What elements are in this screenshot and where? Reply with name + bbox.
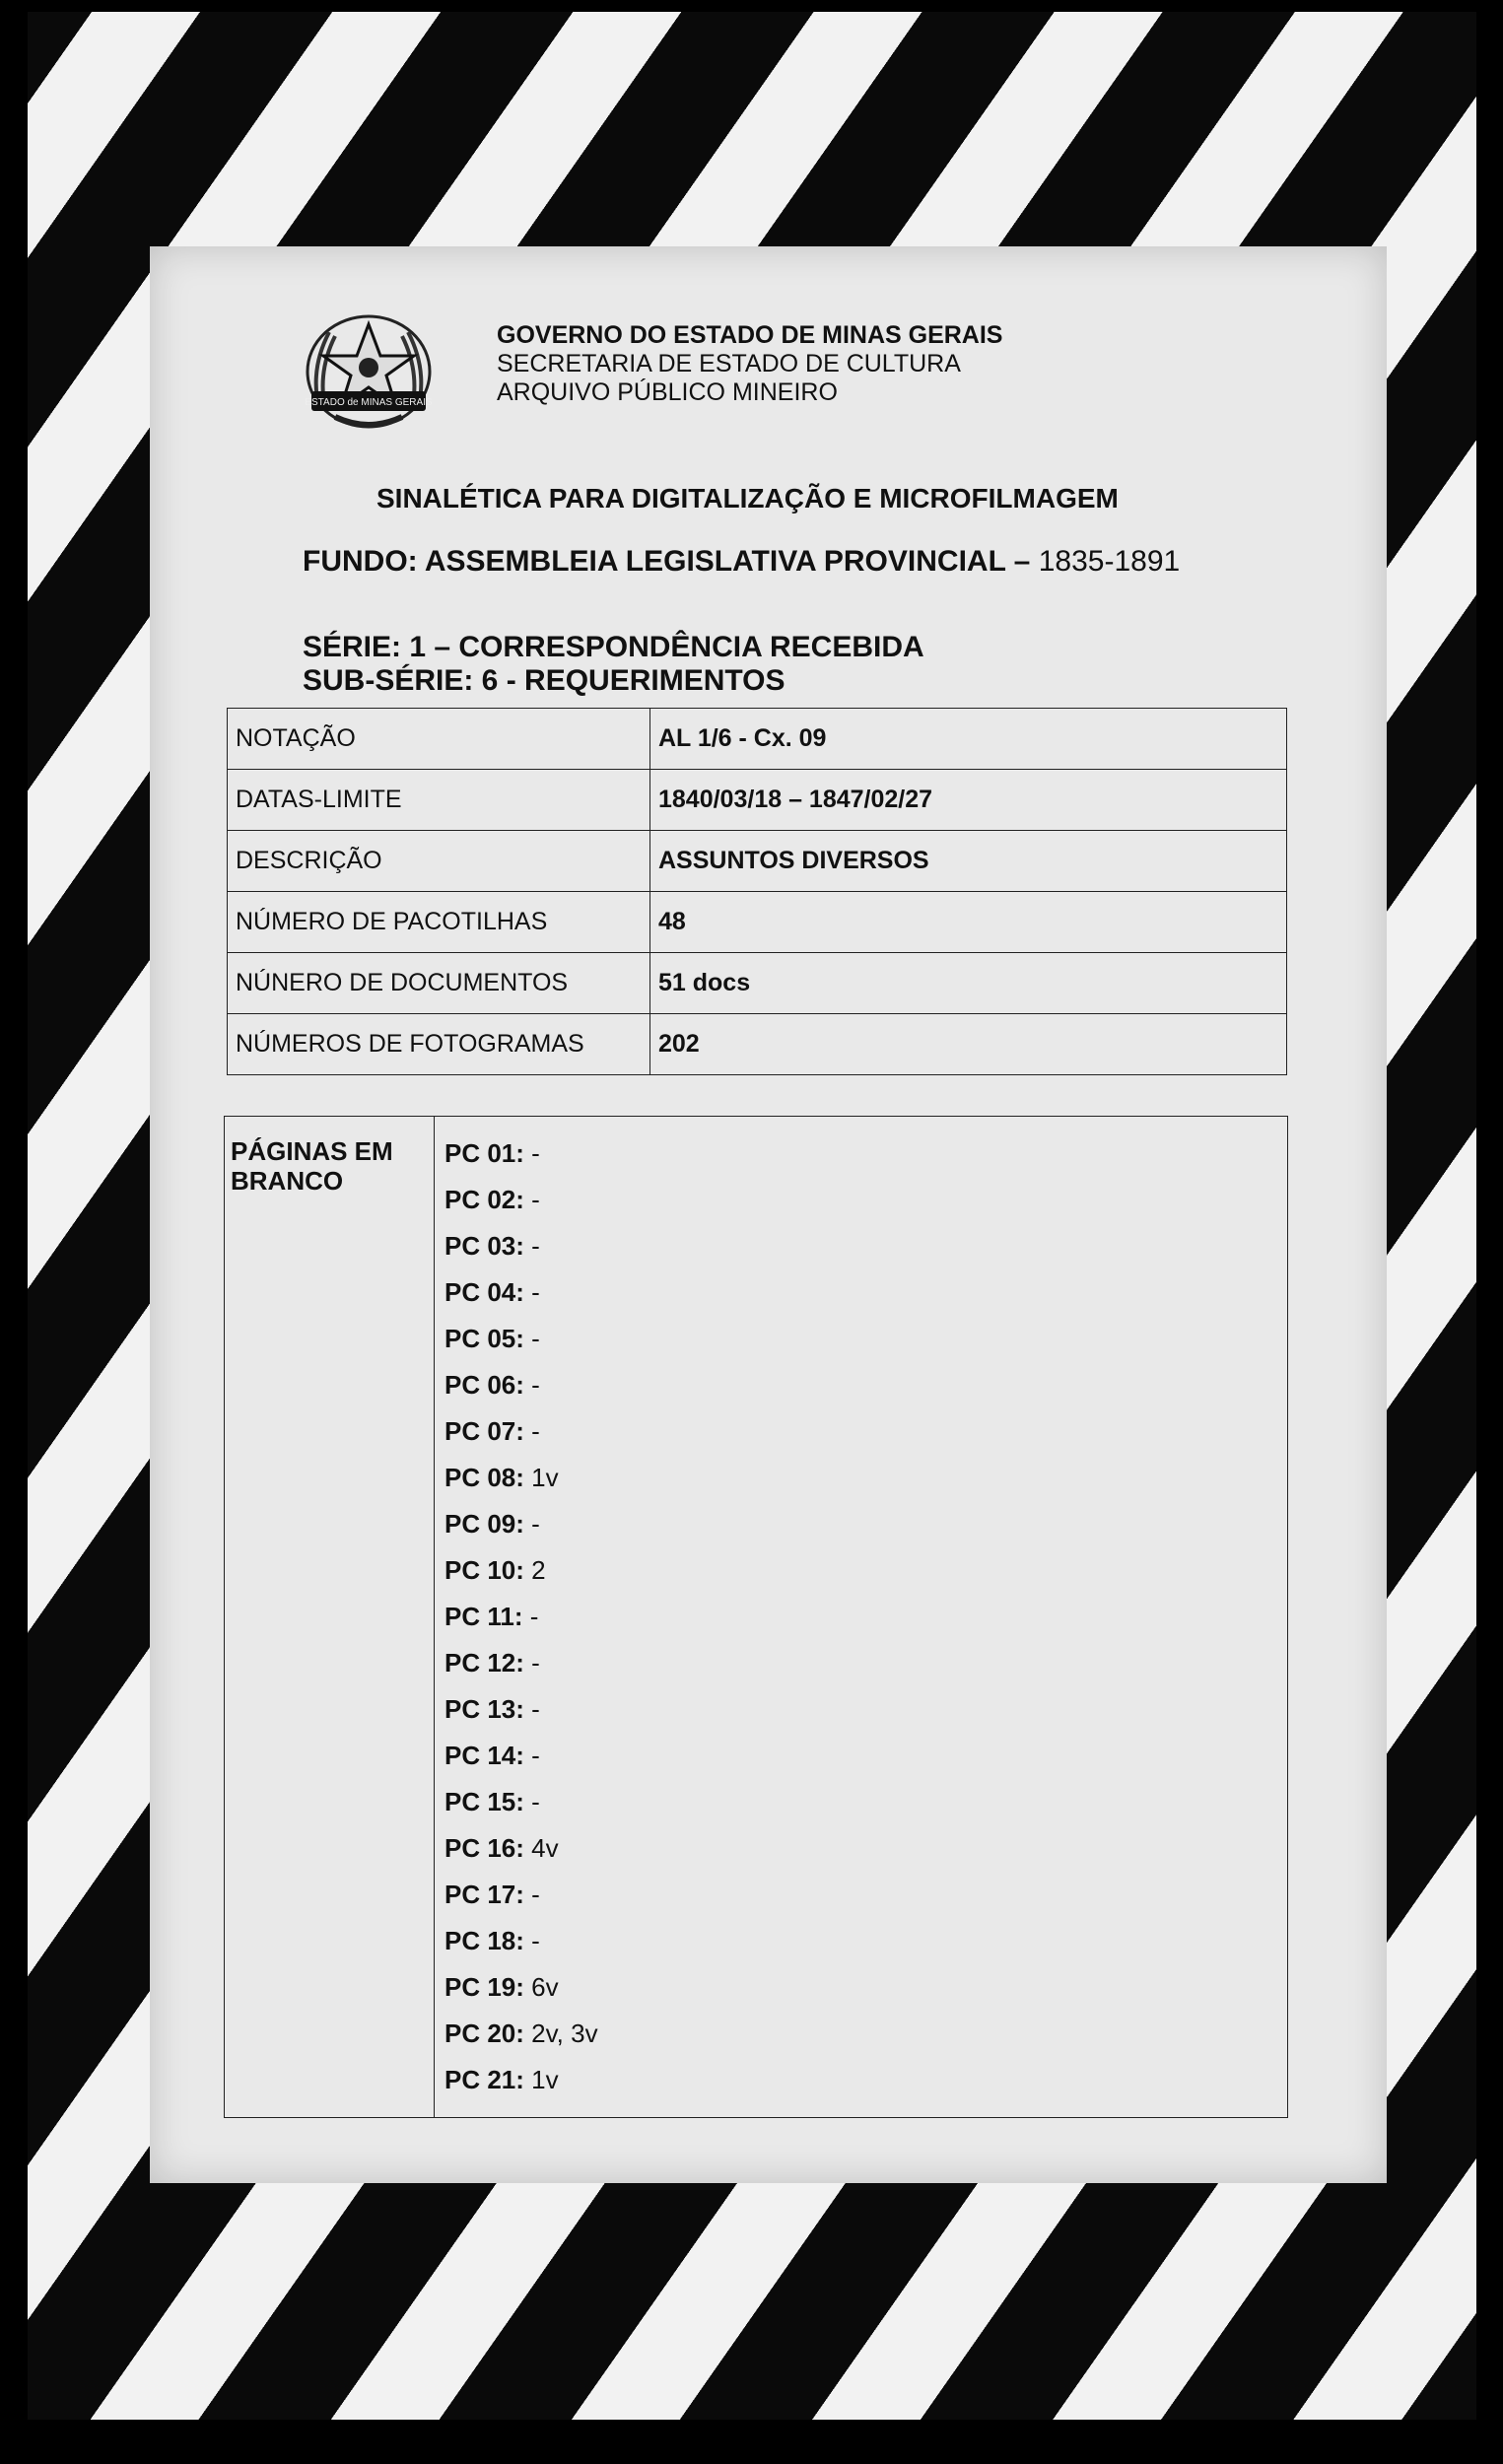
info-row	[228, 953, 1287, 1014]
blank-page-item	[444, 1733, 1277, 1779]
info-row	[228, 892, 1287, 953]
info-value: 1840/03/18 – 1847/02/27	[650, 770, 1287, 831]
document-title: SINALÉTICA PARA DIGITALIZAÇÃO E MICROFILMAGEM	[376, 483, 1119, 513]
institution-header	[497, 321, 1002, 407]
blank-page-item	[444, 1362, 1277, 1408]
state-coat-of-arms-seal	[296, 310, 442, 439]
subserie-line: SUB-SÉRIE: 6 - REQUERIMENTOS	[303, 664, 786, 697]
pc-key: PC 08:	[444, 1463, 524, 1492]
pc-value: -	[531, 1138, 540, 1168]
blank-page-item	[444, 1177, 1277, 1223]
blank-page-item	[444, 1872, 1277, 1918]
pc-key: PC 12:	[444, 1648, 524, 1677]
pc-value: 2	[531, 1555, 546, 1585]
document-sheet	[150, 246, 1387, 2183]
info-value: AL 1/6 - Cx. 09	[650, 709, 1287, 770]
header-archive: ARQUIVO PÚBLICO MINEIRO	[497, 378, 838, 406]
pc-value: 4v	[531, 1833, 559, 1863]
info-value: 48	[650, 892, 1287, 953]
pc-value: 1v	[531, 2065, 559, 2094]
pc-key: PC 05:	[444, 1324, 524, 1353]
info-table	[227, 708, 1287, 1075]
blank-page-item	[444, 1501, 1277, 1547]
blank-page-item	[444, 1223, 1277, 1269]
pc-key: PC 09:	[444, 1509, 524, 1539]
header-secretariat: SECRETARIA DE ESTADO DE CULTURA	[497, 350, 961, 377]
blank-page-item	[444, 1686, 1277, 1733]
pc-key: PC 10:	[444, 1555, 524, 1585]
pc-key: PC 11:	[444, 1602, 523, 1631]
pc-value: -	[531, 1277, 540, 1307]
pc-key: PC 16:	[444, 1833, 524, 1863]
blank-page-item	[444, 2057, 1277, 2103]
info-value: 202	[650, 1014, 1287, 1075]
blank-page-item	[444, 1779, 1277, 1825]
pc-key: PC 06:	[444, 1370, 524, 1400]
blank-page-item	[444, 1964, 1277, 2011]
pc-key: PC 19:	[444, 1972, 524, 2002]
pc-key: PC 03:	[444, 1231, 524, 1261]
blank-page-item	[444, 1269, 1277, 1316]
info-row	[228, 709, 1287, 770]
header-government: GOVERNO DO ESTADO DE MINAS GERAIS	[497, 321, 1003, 349]
serie-block	[303, 631, 924, 698]
blank-page-item	[444, 1408, 1277, 1455]
blank-page-item	[444, 1918, 1277, 1964]
blank-page-item	[444, 1130, 1277, 1177]
blank-pages-table	[224, 1116, 1288, 2118]
pc-key: PC 17:	[444, 1880, 524, 1909]
info-label: NÚMERO DE PACOTILHAS	[228, 892, 650, 953]
info-label: DESCRIÇÃO	[228, 831, 650, 892]
pc-key: PC 07:	[444, 1416, 524, 1446]
pc-value: -	[531, 1324, 540, 1353]
blank-page-item	[444, 2011, 1277, 2057]
pc-value: 2v, 3v	[531, 2019, 598, 2048]
pc-key: PC 02:	[444, 1185, 524, 1214]
blank-page-item	[444, 1547, 1277, 1594]
pc-value: -	[531, 1787, 540, 1816]
pc-key: PC 18:	[444, 1926, 524, 1955]
info-label: NÚMEROS DE FOTOGRAMAS	[228, 1014, 650, 1075]
film-frame-right	[1476, 0, 1503, 2464]
pc-key: PC 01:	[444, 1138, 524, 1168]
pc-value: -	[531, 1231, 540, 1261]
info-label: NOTAÇÃO	[228, 709, 650, 770]
info-row	[228, 1014, 1287, 1075]
info-label: NÚNERO DE DOCUMENTOS	[228, 953, 650, 1014]
pc-value: -	[531, 1926, 540, 1955]
info-row	[228, 831, 1287, 892]
info-row	[228, 770, 1287, 831]
film-frame-top	[0, 0, 1503, 12]
pc-value: -	[531, 1416, 540, 1446]
fundo-label: FUNDO: ASSEMBLEIA LEGISLATIVA PROVINCIAL –	[303, 545, 1031, 578]
film-frame-bottom	[0, 2420, 1503, 2464]
pc-value: -	[531, 1509, 540, 1539]
fundo-years: 1835-1891	[1038, 545, 1181, 578]
pc-value: -	[531, 1370, 540, 1400]
pc-key: PC 15:	[444, 1787, 524, 1816]
blank-page-item	[444, 1455, 1277, 1501]
blank-pages-list	[435, 1117, 1288, 2118]
fundo-line	[303, 545, 1180, 579]
blank-page-item	[444, 1640, 1277, 1686]
serie-line: SÉRIE: 1 – CORRESPONDÊNCIA RECEBIDA	[303, 631, 924, 663]
pc-value: 1v	[531, 1463, 559, 1492]
info-value: ASSUNTOS DIVERSOS	[650, 831, 1287, 892]
pc-key: PC 20:	[444, 2019, 524, 2048]
pc-key: PC 21:	[444, 2065, 524, 2094]
blank-page-item	[444, 1316, 1277, 1362]
pc-key: PC 04:	[444, 1277, 524, 1307]
info-value: 51 docs	[650, 953, 1287, 1014]
pc-value: 6v	[531, 1972, 559, 2002]
pc-value: -	[531, 1741, 540, 1770]
blank-page-item	[444, 1594, 1277, 1640]
pc-value: -	[529, 1602, 539, 1631]
pc-value: -	[531, 1880, 540, 1909]
pc-key: PC 14:	[444, 1741, 524, 1770]
svg-text:ESTADO de MINAS GERAIS: ESTADO de MINAS GERAIS	[305, 397, 433, 408]
blank-pages-label: PÁGINAS EM BRANCO	[225, 1117, 435, 2118]
pc-value: -	[531, 1694, 540, 1724]
pc-key: PC 13:	[444, 1694, 524, 1724]
info-label: DATAS-LIMITE	[228, 770, 650, 831]
blank-page-item	[444, 1825, 1277, 1872]
film-frame-left	[0, 0, 28, 2464]
pc-value: -	[531, 1648, 540, 1677]
pc-value: -	[531, 1185, 540, 1214]
